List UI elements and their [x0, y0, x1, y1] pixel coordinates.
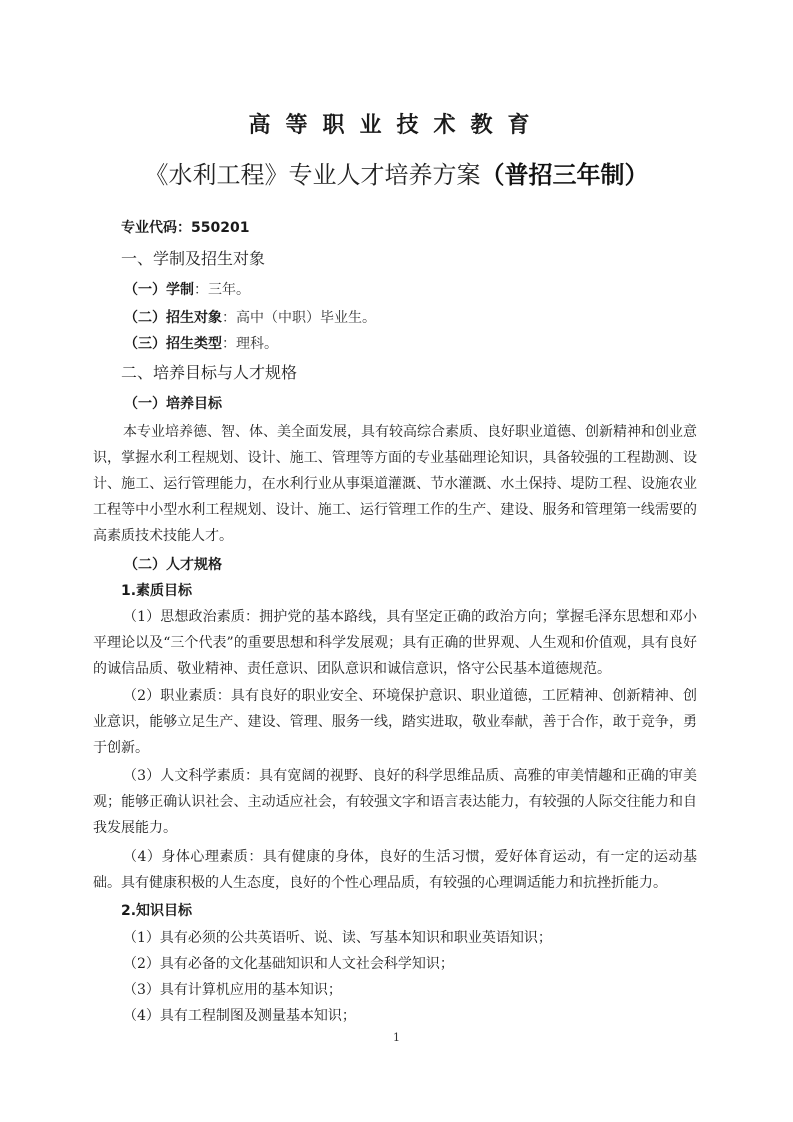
section1-item-target	[124, 311, 376, 325]
item-value: 理科。	[236, 336, 278, 352]
knowledge-goals-heading: 2.知识目标	[121, 903, 193, 919]
item-value: 高中（中职）毕业生。	[236, 310, 376, 326]
item-label: （三）招生类型	[124, 336, 222, 352]
section1-item-duration	[124, 283, 250, 297]
item-label: （一）学制	[124, 282, 194, 298]
quality-goals-heading: 1.素质目标	[121, 583, 193, 599]
item-value: 三年。	[208, 282, 250, 298]
knowledge-item-2: （2）具有必备的文化基础知识和人文社会科学知识；	[123, 956, 454, 972]
subsection-heading-specs: （二）人才规格	[124, 557, 222, 573]
document-title: 高等职业技术教育	[248, 113, 545, 138]
knowledge-item-4: （4）具有工程制图及测量基本知识；	[123, 1008, 356, 1024]
item-sep: ：	[222, 336, 236, 352]
page-number: 1	[393, 1031, 400, 1044]
major-code-value: 550201	[191, 220, 250, 236]
quality-item-1: （1）思想政治素质：拥护党的基本路线，具有坚定正确的政治方向；掌握毛泽东思想和邓小平理论以及“三个代表”的重要思想和科学发展观；具有正确的世界观、人生观和价值观，具有良好的诚信品质、敬业精神、责任意识、团队意识和诚信意识，恪守公民基本道德规范。	[93, 609, 697, 677]
section-heading-2: 二、培养目标与人才规格	[121, 363, 298, 382]
section-heading-1: 一、学制及招生对象	[121, 249, 266, 268]
subtitle-main: 《水利工程》专业人才培养方案	[144, 161, 481, 189]
major-code-label: 专业代码：	[121, 220, 191, 236]
subsection-heading-goals: （一）培养目标	[124, 396, 222, 412]
subtitle-suffix: （普招三年制）	[480, 161, 649, 189]
quality-item-2: （2）职业素质：具有良好的职业安全、环境保护意识、职业道德，工匠精神、创新精神、创业意识，能够立足生产、建设、管理、服务一线，踏实进取，敬业奉献，善于合作，敢于竞争，勇于创新。	[93, 688, 697, 756]
knowledge-item-1: （1）具有必须的公共英语听、说、读、写基本知识和职业英语知识；	[123, 930, 552, 946]
section1-item-type	[124, 337, 278, 351]
quality-item-3: （3）人文科学素质：具有宽阔的视野、良好的科学思维品质、高雅的审美情趣和正确的审美观；能够正确认识社会、主动适应社会，有较强文字和语言表达能力，有较强的人际交往能力和自我发展能力。	[93, 768, 697, 836]
item-label: （二）招生对象	[124, 310, 222, 326]
item-sep: ：	[194, 282, 208, 298]
item-sep: ：	[222, 310, 236, 326]
document-subtitle	[0, 163, 793, 187]
knowledge-item-3: （3）具有计算机应用的基本知识；	[123, 982, 342, 998]
goals-paragraph: 本专业培养德、智、体、美全面发展，具有较高综合素质、良好职业道德、创新精神和创业意识，掌握水利工程规划、设计、施工、管理等方面的专业基础理论知识，具备较强的工程勘测、设计、施工、运行管理能力，在水利行业从事渠道灌溉、节水灌溉、水土保持、堤防工程、设施农业工程等中小型水利工程规划、设计、施工、运行管理工作的生产、建设、服务和管理第一线需要的高素质技术技能人才。	[93, 424, 697, 544]
quality-item-4: （4）身体心理素质：具有健康的身体，良好的生活习惯，爱好体育运动，有一定的运动基础。具有健康积极的人生态度，良好的个性心理品质，有较强的心理调适能力和抗挫折能力。	[93, 849, 697, 891]
major-code	[121, 221, 249, 235]
